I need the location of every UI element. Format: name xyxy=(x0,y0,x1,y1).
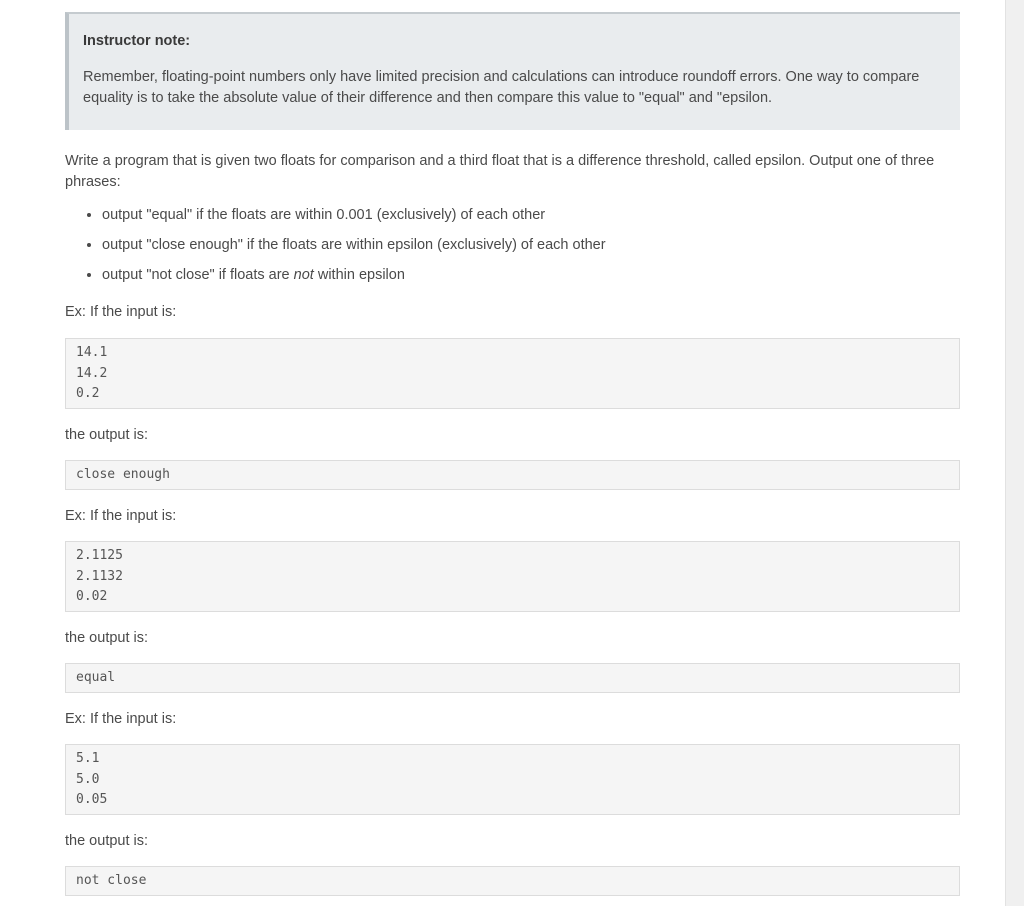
input-line: 5.0 xyxy=(76,771,100,787)
example-input-block xyxy=(65,541,960,612)
input-line: 0.2 xyxy=(76,386,100,401)
emphasis-not: not xyxy=(293,267,314,283)
input-line: 5.1 xyxy=(76,751,100,766)
example-input-label: Ex: If the input is: xyxy=(65,711,177,727)
example-input-label: Ex: If the input is: xyxy=(65,304,177,320)
example-input-block xyxy=(65,744,960,815)
output-line: close enough xyxy=(76,467,170,482)
output-line: not close xyxy=(76,873,147,888)
rule-item: • output "close enough" if the floats are within epsilon (exclusively) of each other xyxy=(102,235,960,256)
instructor-note-title: Instructor note: xyxy=(83,33,191,49)
problem-content xyxy=(65,12,960,896)
input-line: 2.1132 xyxy=(76,568,123,584)
right-scroll-strip xyxy=(1005,0,1024,906)
input-line: 2.1125 xyxy=(76,548,123,563)
input-line: 0.05 xyxy=(76,792,108,807)
rule-item: • output "equal" if the floats are within 0.001 (exclusively) of each other xyxy=(102,205,960,226)
example-output-block xyxy=(65,866,960,896)
input-line: 0.02 xyxy=(76,589,108,604)
input-line: 14.2 xyxy=(76,365,108,381)
instructor-note xyxy=(65,12,960,130)
example-input-label: Ex: If the input is: xyxy=(65,508,177,524)
rule-item: • output "not close" if floats are not within epsilon xyxy=(102,265,960,286)
example-output-block xyxy=(65,663,960,693)
example-output-block xyxy=(65,460,960,490)
rules-list xyxy=(65,205,960,286)
output-line: equal xyxy=(76,670,116,685)
example-input-block xyxy=(65,338,960,409)
input-line: 14.1 xyxy=(76,345,108,360)
example-output-label: the output is: xyxy=(65,427,149,443)
example-output-label: the output is: xyxy=(65,833,149,849)
problem-intro: Write a program that is given two floats for comparison and a third float that is a difference threshold, called epsilon. Output one of three phrases: xyxy=(65,153,935,190)
instructor-note-text: Remember, floating-point numbers only have limited precision and calculations can introduce roundoff errors. One way to compare equality is to take the absolute value of their difference and then compare this value to "equal" and "epsilon. xyxy=(83,69,920,106)
example-output-label: the output is: xyxy=(65,630,149,646)
